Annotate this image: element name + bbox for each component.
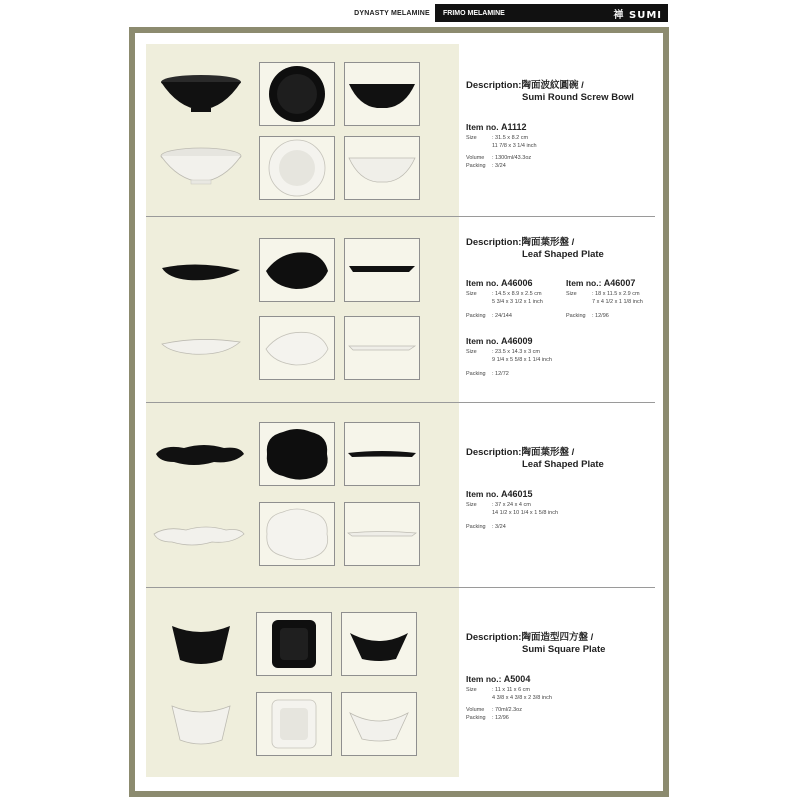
white-large-leaf-plate-top-icon (259, 502, 335, 566)
product-info-A46015 (466, 447, 604, 531)
description-en: Leaf Shaped Plate (522, 249, 604, 260)
item-specs (466, 134, 634, 170)
item-number (466, 336, 552, 346)
black-round-bowl-top-icon (259, 62, 335, 126)
black-leaf-plate-top-icon (259, 238, 335, 302)
description-en: Sumi Square Plate (522, 644, 606, 655)
packing-value: : 24/144 (492, 313, 512, 319)
description-en: Leaf Shaped Plate (522, 459, 604, 470)
size-label: Size (466, 135, 477, 141)
packing-value: : 12/72 (492, 371, 509, 377)
size-metric: : 11 x 11 x 6 cm (492, 687, 531, 693)
white-leaf-plate-top-icon (259, 316, 335, 380)
item-specs (466, 686, 605, 722)
size-label: Size (566, 291, 577, 297)
item-number (466, 122, 634, 132)
black-large-leaf-plate-top-icon (259, 422, 335, 486)
product-description (466, 632, 605, 656)
white-square-plate-side-icon (168, 700, 234, 750)
packing-label: Packing (466, 715, 486, 721)
item-no-label: Item no. (466, 336, 499, 346)
size-metric: : 31.5 x 8.2 cm (492, 135, 529, 141)
header-tab-dynasty: DYNASTY MELAMINE (349, 4, 435, 22)
item-code: A1112 (500, 122, 527, 132)
white-large-leaf-plate-profile-icon (344, 502, 420, 566)
size-metric: : 18 x 11.5 x 2.9 cm (592, 291, 640, 297)
header-brand: 禅 SUMI (613, 9, 662, 21)
item-code: A46007 (603, 278, 636, 288)
section-divider (146, 216, 655, 217)
packing-label: Packing (466, 524, 486, 530)
description-en: Sumi Round Screw Bowl (522, 92, 634, 103)
item-code: A5004 (503, 674, 531, 684)
size-metric: : 14.5 x 8.9 x 2.5 cm (492, 291, 542, 297)
item-number: Item no.: A46007 (566, 278, 636, 288)
description-label: Description: (466, 447, 522, 458)
black-square-plate-side-icon (168, 620, 234, 670)
item-no-label: Item no. (466, 674, 499, 684)
black-square-plate-top-icon (256, 612, 332, 676)
white-square-plate-top-icon (256, 692, 332, 756)
item-number: Item no.: A5004 (466, 674, 531, 684)
size-imperial: 5 3/4 x 3 1/2 x 1 inch (492, 299, 543, 305)
product-description (466, 237, 604, 261)
item-no-label: Item no. (466, 489, 499, 499)
packing-value: : 12/96 (492, 715, 509, 721)
item-no-label: Item no. (566, 278, 599, 288)
white-square-plate-profile-icon (341, 692, 417, 756)
size-imperial: 7 x 4 1/2 x 1 1/8 inch (592, 299, 643, 305)
product-info-A46007 (566, 278, 643, 320)
size-imperial: 11 7/8 x 3 1/4 inch (492, 143, 537, 149)
black-leaf-plate-profile-icon (344, 238, 420, 302)
product-info-leaf-plate (466, 237, 604, 261)
product-info-A1112 (466, 80, 634, 170)
black-square-plate-profile-icon (341, 612, 417, 676)
size-imperial: 9 1/4 x 5 5/8 x 1 1/4 inch (492, 357, 552, 363)
packing-label: Packing (466, 163, 486, 169)
page-header (349, 4, 668, 22)
white-round-bowl-profile-icon (344, 136, 420, 200)
white-round-bowl-top-icon (259, 136, 335, 200)
product-info-A5004 (466, 632, 605, 722)
description-label: Description: (466, 237, 522, 248)
black-large-leaf-plate-profile-icon (344, 422, 420, 486)
packing-label: Packing (566, 313, 586, 319)
item-no-label: Item no. (466, 278, 499, 288)
packing-value: : 3/24 (492, 524, 506, 530)
item-code: A46009 (500, 336, 533, 346)
volume-label: Volume (466, 707, 485, 713)
packing-label: Packing (466, 371, 486, 377)
item-specs (566, 290, 643, 320)
size-label: Size (466, 502, 477, 508)
black-large-leaf-plate-side-icon (154, 440, 246, 470)
item-number (466, 489, 604, 499)
size-label: Size (466, 687, 477, 693)
item-no-label: Item no. (466, 122, 499, 132)
size-metric: : 37 x 24 x 4 cm (492, 502, 531, 508)
packing-label: Packing (466, 313, 486, 319)
size-label: Size (466, 291, 477, 297)
item-specs (466, 348, 552, 378)
size-metric: : 23.5 x 14.3 x 3 cm (492, 349, 540, 355)
description-label: Description: (466, 632, 522, 643)
white-large-leaf-plate-side-icon (152, 520, 246, 550)
size-imperial: 4 3/8 x 4 3/8 x 2 3/8 inch (492, 695, 552, 701)
item-code: A46006 (500, 278, 533, 288)
description-zh: 陶面波紋圓碗 / (521, 80, 584, 91)
item-code: A46015 (500, 489, 533, 499)
black-round-bowl-profile-icon (344, 62, 420, 126)
item-number (466, 278, 543, 288)
black-leaf-plate-side-icon (158, 258, 244, 286)
white-leaf-plate-profile-icon (344, 316, 420, 380)
section-divider (146, 402, 655, 403)
product-info-A46006 (466, 278, 543, 320)
section-divider (146, 587, 655, 588)
black-round-bowl-side-icon (158, 72, 244, 116)
white-leaf-plate-side-icon (158, 332, 244, 360)
header-tab-frimo (435, 4, 668, 22)
packing-value: : 12/96 (592, 313, 609, 319)
size-imperial: 14 1/2 x 10 1/4 x 1 5/8 inch (492, 510, 559, 516)
description-zh: 陶面造型四方盤 / (521, 632, 594, 643)
product-description (466, 80, 634, 104)
description-zh: 陶面葉形盤 / (521, 447, 575, 458)
volume-label: Volume (466, 155, 485, 161)
white-round-bowl-side-icon (158, 144, 244, 188)
item-specs (466, 290, 543, 320)
item-specs (466, 501, 604, 531)
volume-value: : 70ml/2.3oz (492, 707, 522, 713)
header-tab-frimo-label: FRIMO MELAMINE (443, 9, 505, 17)
size-label: Size (466, 349, 477, 355)
packing-value: : 3/24 (492, 163, 506, 169)
product-info-A46009 (466, 336, 552, 378)
volume-value: : 1300ml/43.3oz (492, 155, 532, 161)
description-label: Description: (466, 80, 522, 91)
product-description (466, 447, 604, 471)
description-zh: 陶面葉形盤 / (521, 237, 575, 248)
